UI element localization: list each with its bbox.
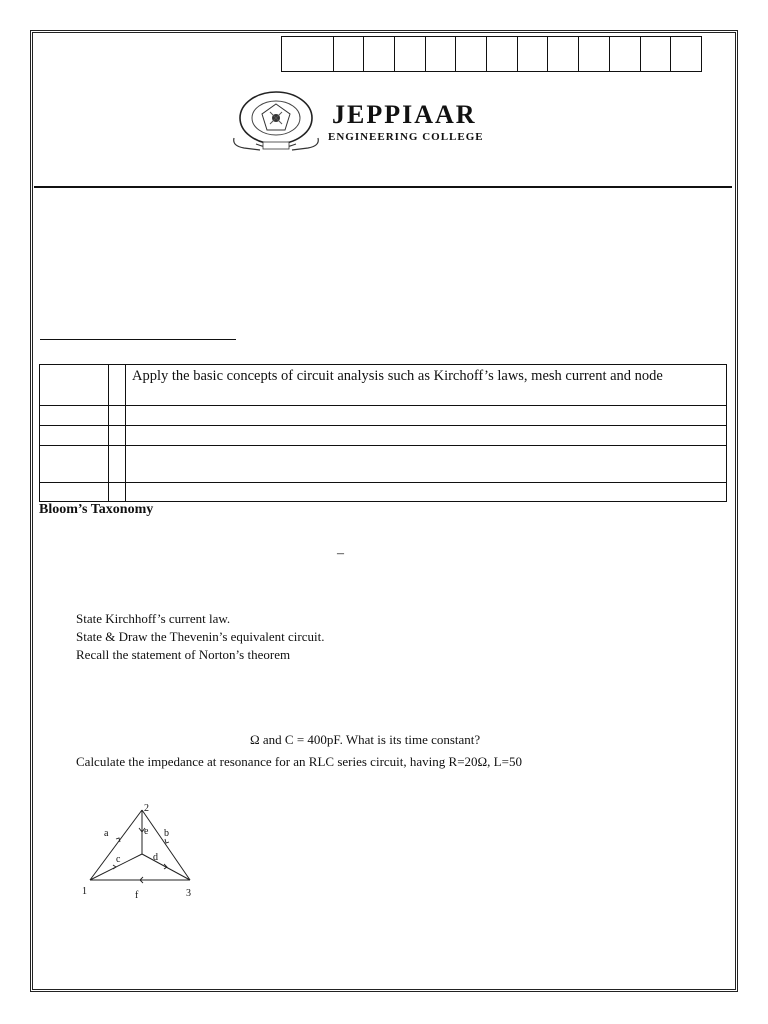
branch-b xyxy=(142,810,190,880)
co-id-cell xyxy=(40,365,109,406)
co-id-cell xyxy=(40,446,109,483)
regno-cell[interactable] xyxy=(640,37,671,71)
node-label: 2 xyxy=(144,803,149,814)
regno-cell[interactable] xyxy=(455,37,486,71)
header-divider xyxy=(34,186,732,188)
register-number-boxes[interactable] xyxy=(281,36,702,72)
regno-cell[interactable] xyxy=(394,37,425,71)
branch-a xyxy=(90,810,142,880)
co-description-cell xyxy=(126,446,727,483)
table-row xyxy=(40,426,727,446)
branch-label: f xyxy=(135,890,139,901)
node-label: 1 xyxy=(82,886,87,897)
table-row xyxy=(40,446,727,483)
circuit-graph-diagram xyxy=(80,802,200,902)
question-kcl: State Kirchhoff’s current law. xyxy=(76,611,231,626)
regno-cell[interactable] xyxy=(363,37,394,71)
co-mark-cell xyxy=(109,446,126,483)
regno-cell[interactable] xyxy=(282,37,333,71)
co-description-cell xyxy=(126,483,727,502)
regno-cell[interactable] xyxy=(578,37,609,71)
regno-cell[interactable] xyxy=(670,37,701,71)
blooms-taxonomy-heading: Bloom’s Taxonomy xyxy=(39,502,154,517)
co-description-cell xyxy=(126,426,727,446)
branch-label: b xyxy=(164,828,169,839)
regno-cell[interactable] xyxy=(517,37,548,71)
table-row xyxy=(40,483,727,502)
co-description-cell xyxy=(126,406,727,426)
branch-label: e xyxy=(144,826,149,837)
co-description-cell: Apply the basic concepts of circuit analysis such as Kirchoff’s laws, mesh current and node xyxy=(126,365,727,406)
regno-cell[interactable] xyxy=(486,37,517,71)
course-outcomes-table xyxy=(39,364,727,502)
question-norton: Recall the statement of Norton’s theorem xyxy=(76,647,291,662)
co-id-cell xyxy=(40,426,109,446)
co-mark-cell xyxy=(109,426,126,446)
college-subtitle: ENGINEERING COLLEGE xyxy=(328,131,484,143)
regno-cell[interactable] xyxy=(333,37,364,71)
node-label: 3 xyxy=(186,888,191,899)
college-logo-seal xyxy=(230,88,322,156)
co-mark-cell xyxy=(109,365,126,406)
regno-cell[interactable] xyxy=(609,37,640,71)
regno-cell[interactable] xyxy=(547,37,578,71)
co-mark-cell xyxy=(109,483,126,502)
table-row xyxy=(40,365,727,406)
question-rlc-impedance: Calculate the impedance at resonance for an RLC series circuit, having R=20Ω, L=50 xyxy=(76,754,522,769)
short-underline xyxy=(40,339,236,340)
branch-d xyxy=(142,854,190,880)
question-thevenin: State & Draw the Thevenin’s equivalent circuit. xyxy=(76,629,325,644)
question-list xyxy=(76,610,325,664)
branch-label: c xyxy=(116,854,121,865)
branch-label: a xyxy=(104,828,109,839)
table-row xyxy=(40,406,727,426)
regno-cell[interactable] xyxy=(425,37,456,71)
question-time-constant: Ω and C = 400pF. What is its time constant? xyxy=(250,732,481,747)
co-id-cell xyxy=(40,406,109,426)
co-id-cell xyxy=(40,483,109,502)
college-name: JEPPIAAR xyxy=(332,100,477,129)
branch-label: d xyxy=(153,852,158,863)
co-mark-cell xyxy=(109,406,126,426)
section-dash: – xyxy=(337,546,344,561)
